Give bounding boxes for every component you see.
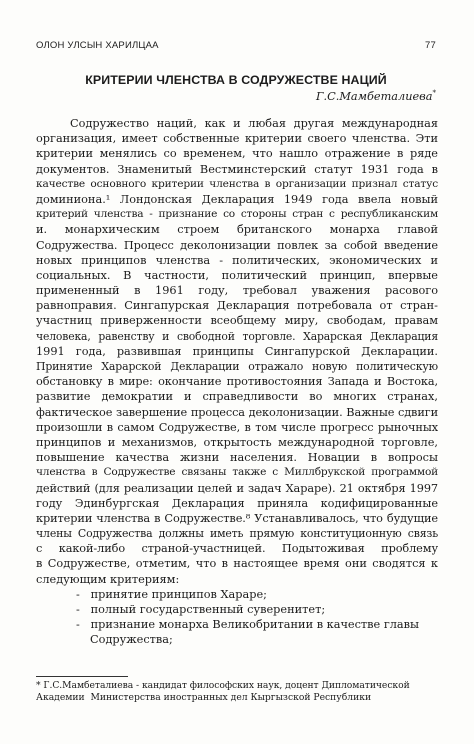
body-line: социальных. В частности, политический принцип, впервые xyxy=(36,268,438,282)
footnote xyxy=(36,680,438,704)
article-body xyxy=(36,116,438,648)
body-line: действий (для реализации целей и задач Хараре). 21 октября 1997 xyxy=(36,481,438,495)
body-line: в Содружестве, отметим, что в настоящее время они сводятся к xyxy=(36,557,438,571)
body-line: критерии менялись со временем, что нашло отражение в ряде xyxy=(36,147,438,161)
body-line: примененный в 1961 году, требовал уважения расового xyxy=(36,284,438,298)
body-line: документов. Знаменитый Вестминстерский статут 1931 года в xyxy=(36,162,438,176)
body-line: Содружества. Процесс деколонизации повлек за собой введение xyxy=(36,238,438,252)
body-line: новых принципов членства - политических, экономических и xyxy=(36,253,438,267)
article-author xyxy=(316,89,436,103)
criteria-list-item: - признание монарха Великобритании в качестве главы xyxy=(76,618,419,632)
body-line: году Эдинбургская Декларация приняла кодифицированные xyxy=(36,496,438,510)
page-number: 77 xyxy=(425,40,436,51)
criteria-list-item: - полный государственный суверенитет; xyxy=(76,603,326,616)
body-line: произошли в самом Содружестве, в том числе прогресс рыночных xyxy=(36,420,438,434)
body-line: членства в Содружестве связаны также с Миллбрукской программой xyxy=(36,466,438,479)
body-line: развитие демократии и справедливости во многих странах, xyxy=(36,390,438,404)
body-line: участниц приверженности всеобщему миру, свободам, правам xyxy=(36,314,438,328)
body-line: следующим критериям: xyxy=(36,572,180,586)
body-line: обстановку в мире: окончание противостояния Запада и Востока, xyxy=(36,375,438,389)
running-header xyxy=(36,40,436,54)
body-line: с какой-либо страной-участницей. Подытоживая проблему xyxy=(36,542,438,556)
body-line: повышение качества жизни населения. Новации в вопросы xyxy=(36,451,438,465)
body-line: члены Содружества должны иметь прямую конституционную связь xyxy=(36,527,438,541)
criteria-list-item: - принятие принципов Хараре; xyxy=(76,587,267,601)
body-line: качестве основного критерии членства в организации признал статус xyxy=(36,177,438,190)
body-line: 1991 года, развившая принципы Сингапурской Декларации. xyxy=(36,344,438,358)
article-title: КРИТЕРИИ ЧЛЕНСТВА В СОДРУЖЕСТВЕ НАЦИЙ xyxy=(85,73,387,87)
body-line: равноправия. Сингапурская Декларация потребовала от стран- xyxy=(36,299,438,313)
footnote-divider xyxy=(36,676,128,677)
body-line: критерий членства - признание со стороны стран с республиканским xyxy=(36,208,438,221)
body-line: принципов и механизмов, открытость международной торговле, xyxy=(36,435,438,449)
footnote-line: * Г.С.Мамбеталиева - кандидат философских наук, доцент Дипломатической xyxy=(36,680,410,691)
running-title: ОЛОН УЛСЫН ХАРИЛЦАА xyxy=(36,40,159,51)
body-line: организация, имеет собственные критерии своего членства. Эти xyxy=(36,132,438,146)
body-line: Принятие Харарской Декларации отражало новую политическую xyxy=(36,360,438,373)
criteria-list-item-continuation: Содружества; xyxy=(90,633,173,647)
body-line: человека, равенству и свободной торговле. Харарская Декларация xyxy=(36,329,438,343)
body-line: критерии членства в Содружестве.⁸ Устанавливалось, что будущие xyxy=(36,511,438,525)
body-line: Содружество наций, как и любая другая международная xyxy=(70,117,438,130)
author-footnote-mark: * xyxy=(432,89,436,97)
body-line: фактическое завершение процесса деколонизации. Важные сдвиги xyxy=(36,405,438,419)
body-line: и. монархическим строем британского монарха главой xyxy=(36,223,438,237)
author-name: Г.С.Мамбеталиева xyxy=(316,89,433,103)
footnote-line: Академии Министерства иностранных дел Кыргызской Республики xyxy=(36,692,372,704)
body-line: доминиона.¹ Лондонская Декларация 1949 года ввела новый xyxy=(36,192,438,206)
